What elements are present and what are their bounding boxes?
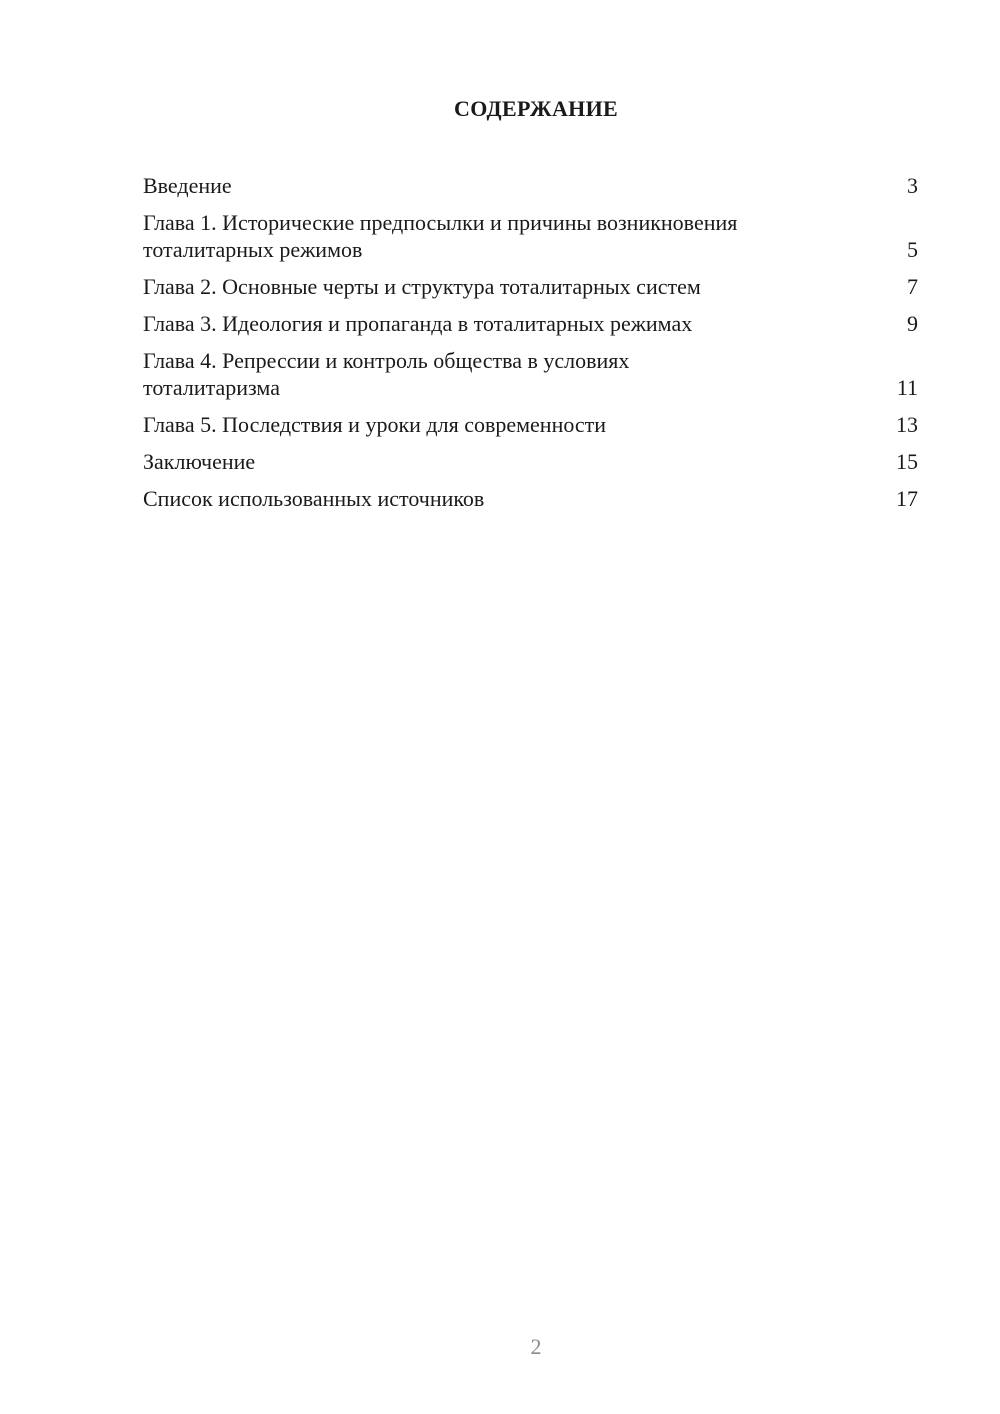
- toc-entry-page: 7: [907, 274, 918, 299]
- page-number: 2: [530, 1334, 542, 1359]
- toc-entry-label: Глава 4. Репрессии и контроль общества в условиях тоталитаризма: [143, 348, 630, 400]
- toc-entry-label: Глава 5. Последствия и уроки для современности: [143, 412, 607, 437]
- toc-entry-label: Глава 3. Идеология и пропаганда в тоталитарных режимах: [143, 311, 693, 336]
- toc-entry-page: 15: [896, 449, 918, 474]
- toc-entry-chapter-4[interactable]: [143, 347, 918, 401]
- toc-entry-label: Глава 1. Исторические предпосылки и причины возникновения тоталитарных режимов: [143, 210, 738, 262]
- toc-entry-label: Заключение: [143, 449, 256, 474]
- toc-entry-label: Глава 2. Основные черты и структура тоталитарных систем: [143, 274, 701, 299]
- toc-entry-chapter-3[interactable]: [143, 310, 918, 337]
- toc-entry-page: 3: [907, 173, 918, 198]
- toc-entry-page: 5: [907, 237, 918, 262]
- toc-entry-page: 9: [907, 311, 918, 336]
- toc-entry-chapter-5[interactable]: [143, 411, 918, 438]
- toc-entry-conclusion[interactable]: [143, 448, 918, 475]
- page-title: СОДЕРЖАНИЕ: [454, 96, 618, 121]
- toc-entry-page: 17: [896, 486, 918, 511]
- toc-entry-page: 13: [896, 412, 918, 437]
- toc-entry-page: 11: [896, 375, 918, 400]
- toc-entry-label: Список использованных источников: [143, 486, 485, 511]
- table-of-contents: [143, 172, 918, 522]
- toc-entry-introduction[interactable]: [143, 172, 918, 199]
- toc-entry-references[interactable]: [143, 485, 918, 512]
- toc-entry-chapter-1[interactable]: [143, 209, 918, 263]
- toc-entry-label: Введение: [143, 173, 232, 198]
- toc-entry-chapter-2[interactable]: [143, 273, 918, 300]
